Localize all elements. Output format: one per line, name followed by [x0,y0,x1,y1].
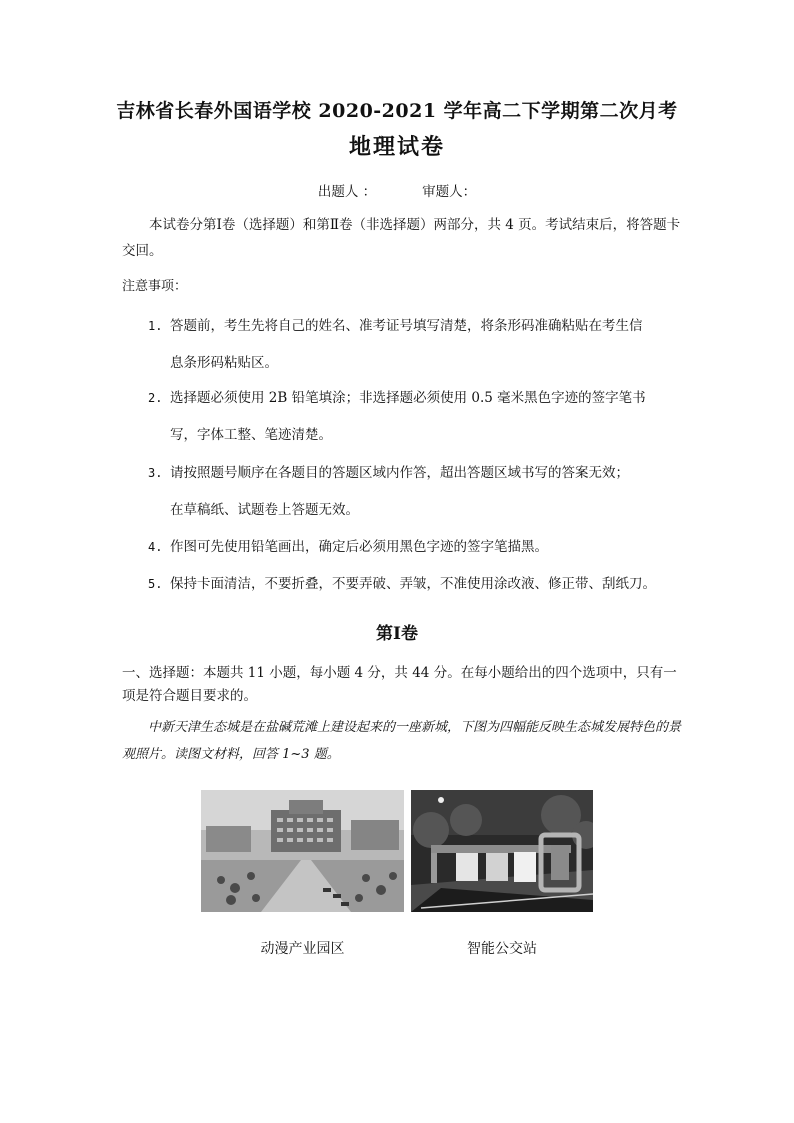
notice-item-1 [148,308,678,382]
question-heading: 一、选择题：本题共 11 小题，每小题 4 分，共 44 分。在每小题给出的四个选项中，只有一项是符合题目要求的。 [122,665,677,704]
bus-stop-illustration [411,790,593,912]
notice-heading: 注意事项： [122,279,188,294]
item-number: 3. [148,466,163,480]
reviewer-label: 审题人： [422,184,477,200]
subject-title: 地理试卷 [348,134,445,160]
item-text-cont: 息条形码粘贴区。 [170,355,278,371]
notice-item-5 [148,566,678,603]
photo-caption-bus: 智能公交站 [467,941,537,957]
notice-item-2 [148,380,678,454]
setter-label: 出题人 ： [317,184,377,200]
notice-item-3 [148,455,678,529]
item-text-cont: 在草稿纸、试题卷上答题无效。 [170,502,359,518]
photo-smart-bus-stop [411,790,593,912]
notice-item-4 [148,529,678,566]
item-number: 1. [148,319,163,333]
photo-animation-park [201,790,404,912]
item-number: 4. [148,540,163,554]
item-text: 作图可先使用铅笔画出，确定后必须用黑色字迹的签字笔描黑。 [170,539,548,555]
item-number: 2. [148,391,163,405]
item-text: 答题前，考生先将自己的姓名、准考证号填写清楚，将条形码准确粘贴在考生信 [170,318,643,334]
photo-caption-park: 动漫产业园区 [260,941,345,957]
authors-line [0,180,794,200]
exam-title: 吉林省长春外国语学校 2020-2021 学年高二下学期第二次月考 [116,100,678,122]
park-illustration [201,790,404,912]
section-title: 第Ⅰ卷 [376,624,418,644]
item-text-cont: 写，字体工整、笔迹清楚。 [170,427,332,443]
item-text: 选择题必须使用 2B 铅笔填涂；非选择题必须使用 0.5 毫米黑色字迹的签字笔书 [170,390,646,406]
item-text: 保持卡面清洁，不要折叠，不要弄破、弄皱，不准使用涂改液、修正带、刮纸刀。 [170,576,656,592]
item-text: 请按照题号顺序在各题目的答题区域内作答，超出答题区域书写的答案无效； [170,465,629,481]
intro-paragraph: 本试卷分第Ⅰ卷（选择题）和第Ⅱ卷（非选择题）两部分，共 4 页。考试结束后，将答题卡交回。 [122,217,681,259]
question-text: 中新天津生态城是在盐碱荒滩上建设起来的一座新城，下图为四幅能反映生态城发展特色的景观照片。读图文材料，回答 1~3 题。 [122,720,682,762]
item-number: 5. [148,577,163,591]
